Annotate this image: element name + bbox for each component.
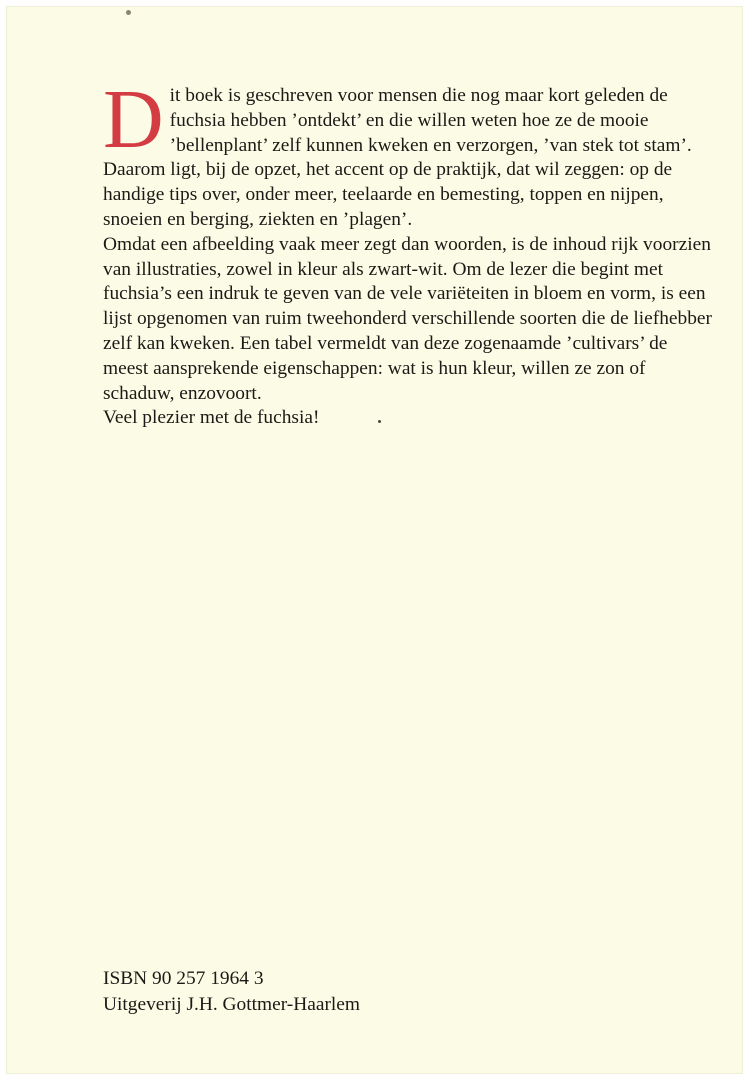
blurb-paragraph-3: Veel plezier met de fuchsia! [103, 407, 320, 429]
drop-cap: D [103, 73, 164, 166]
imprint [103, 966, 360, 1018]
ink-speck [378, 420, 381, 423]
blurb-paragraph-1 [103, 73, 717, 233]
back-cover [6, 6, 743, 1074]
paper-speck [126, 10, 131, 15]
blurb-paragraph-2: Omdat een afbeelding vaak meer zegt dan woorden, is de inhoud rijk voorzien van illustraties, zowel in kleur als zwart-wit. Om de lezer die begint met fuchsia’s een indruk te geven van de vele variëteiten in bloem en vorm, is een lijst opgenomen van ruim tweehonderd verschillende soorten die de liefhebber zelf kan kweken. Een tabel vermeldt van deze zogenaamde ’cultivars’ de meest aansprekende eigenschappen: wat is hun kleur, willen ze zon of schaduw, enzovoort. [103, 233, 712, 404]
blurb-paragraph-1-text: it boek is geschreven voor mensen die nog maar kort geleden de fuchsia hebben ’ontdekt’ en die willen weten hoe ze de mooie ’bellenplant’ zelf kunnen kweken en verzorgen, ’van stek tot stam’. Daarom ligt, bij de opzet, het accent op de praktijk, dat wil zeggen: op de handige tips over, onder meer, teelaarde en bemesting, toppen en nijpen, snoeien en berging, ziekten en ’plagen’. [103, 85, 692, 230]
publisher: Uitgeverij J.H. Gottmer-Haarlem [103, 994, 360, 1015]
blurb-text [103, 73, 717, 431]
isbn: ISBN 90 257 1964 3 [103, 968, 264, 989]
